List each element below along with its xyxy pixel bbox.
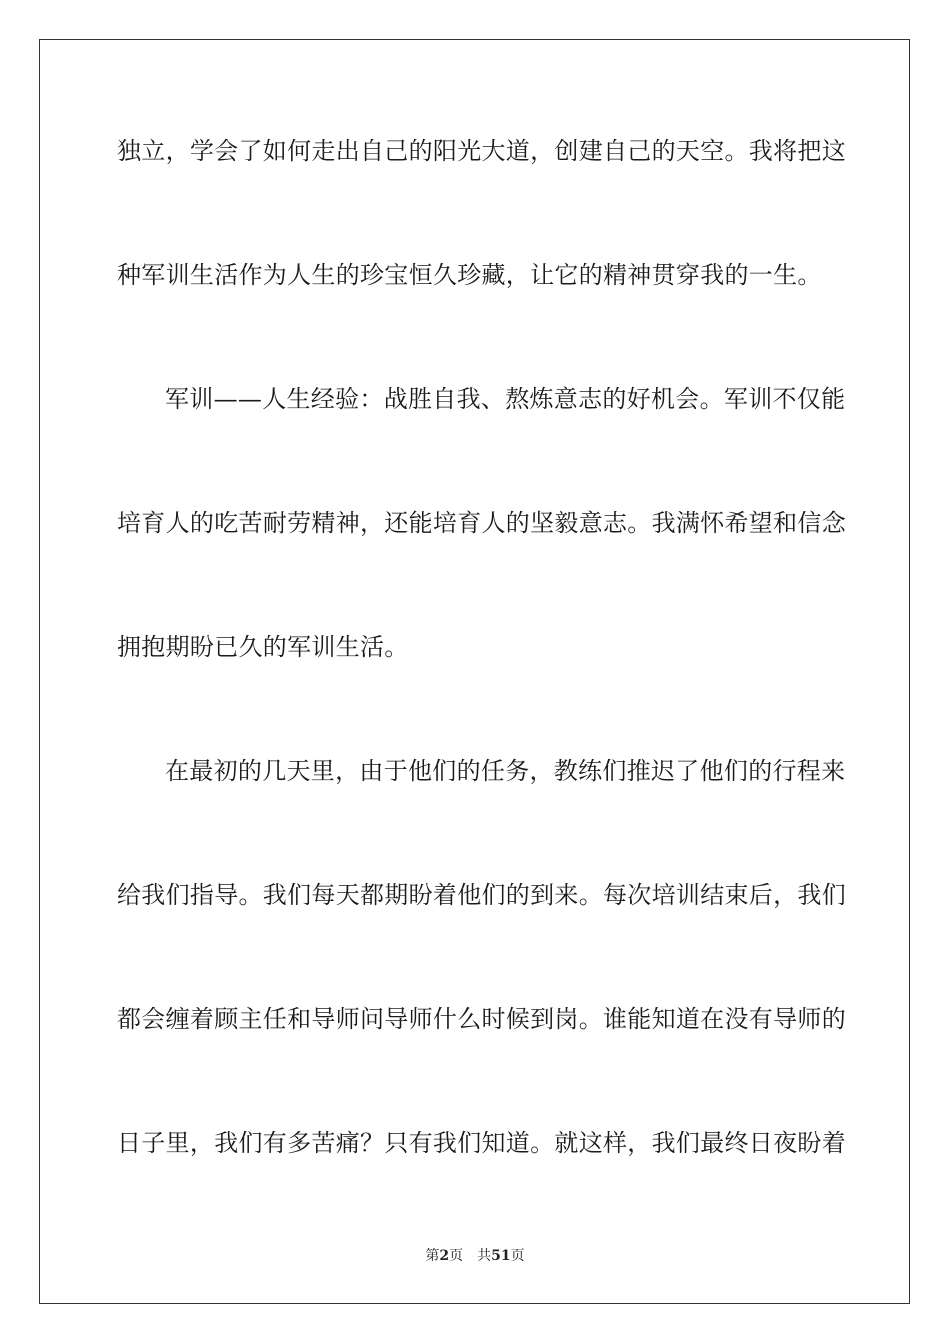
- body-text-line: 日子里，我们有多苦痛？只有我们知道。就这样，我们最终日夜盼着: [117, 1129, 846, 1157]
- total-label-suffix: 页: [510, 1248, 525, 1264]
- body-text-line: 独立，学会了如何走出自己的阳光大道，创建自己的天空。我将把这: [117, 137, 846, 165]
- body-text-line: 种军训生活作为人生的珍宝恒久珍藏，让它的精神贯穿我的一生。: [117, 261, 822, 289]
- page-border: [39, 39, 910, 1304]
- page-footer: [0, 1247, 950, 1265]
- page-label-suffix: 页: [449, 1248, 464, 1264]
- total-label-prefix: 共: [477, 1248, 492, 1264]
- body-text-line: 培育人的吃苦耐劳精神，还能培育人的坚毅意志。我满怀希望和信念: [117, 509, 846, 537]
- body-text-line: 在最初的几天里，由于他们的任务，教练们推迟了他们的行程来: [165, 757, 846, 785]
- page-label-prefix: 第: [425, 1248, 440, 1264]
- body-text-line: 军训——人生经验：战胜自我、熬炼意志的好机会。军训不仅能: [165, 385, 846, 413]
- total-pages: 51: [491, 1248, 511, 1264]
- body-text-line: 给我们指导。我们每天都期盼着他们的到来。每次培训结束后，我们: [117, 881, 846, 909]
- body-text-line: 拥抱期盼已久的军训生活。: [117, 633, 409, 661]
- page-number: 2: [439, 1248, 450, 1264]
- body-text-line: 都会缠着顾主任和导师问导师什么时候到岗。谁能知道在没有导师的: [117, 1005, 846, 1033]
